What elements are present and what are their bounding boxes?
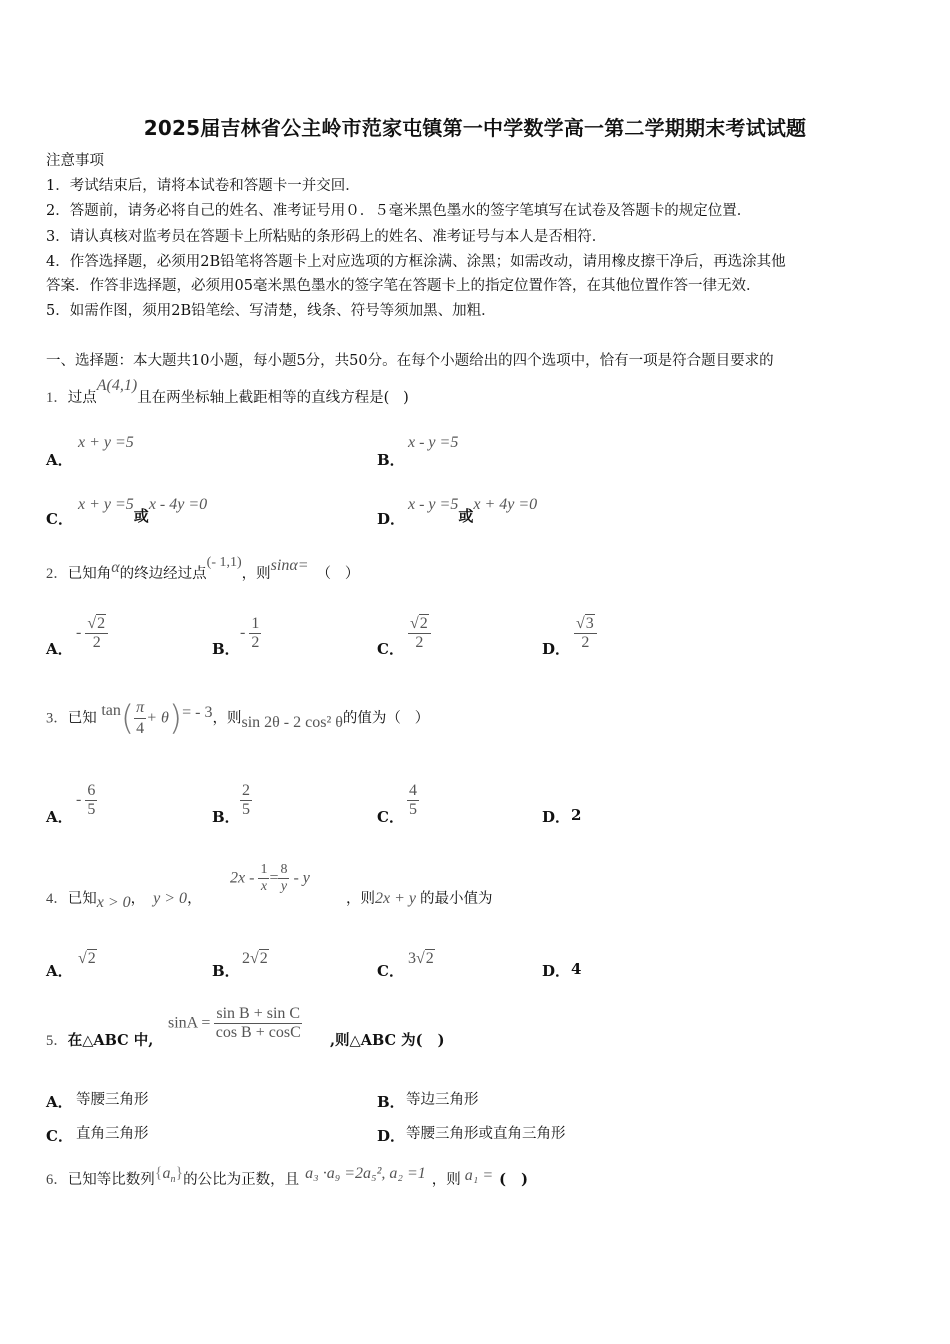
notice-heading: 注意事项 bbox=[46, 153, 104, 169]
radicand: 2 bbox=[259, 950, 268, 967]
radicand: 2 bbox=[87, 950, 96, 967]
q6-text-3: ，则 bbox=[431, 1172, 461, 1188]
denominator: x bbox=[260, 879, 268, 894]
q2-point: (- 1,1) bbox=[206, 555, 242, 570]
q5-text-2: ,则△ABC 为( ) bbox=[330, 1032, 445, 1049]
q4-text-3: 的最小值为 bbox=[420, 891, 493, 907]
coefficient: 2 bbox=[242, 950, 250, 967]
q2-text-4: （ ） bbox=[316, 566, 360, 582]
option-label: C． bbox=[377, 962, 404, 980]
option-label: D． bbox=[377, 1127, 406, 1145]
radicand: 3 bbox=[585, 615, 594, 632]
q1-option-d bbox=[408, 493, 538, 525]
q3-option-c bbox=[407, 782, 419, 819]
denominator: y bbox=[280, 879, 288, 894]
notice-item: 5．如需作图，须用2B铅笔绘、写清楚，线条、符号等须加黑、加粗． bbox=[46, 303, 496, 319]
q4-text-2: ，则 bbox=[346, 891, 375, 907]
q2-option-d: $\frac{√3}{2}$ bbox=[574, 615, 597, 652]
radicand: 2 bbox=[97, 615, 106, 632]
q5-option-d: 等腰三角形或直角三角形 bbox=[406, 1126, 566, 1142]
q5-lhs: sinA = bbox=[168, 1014, 211, 1032]
question-5-intro bbox=[46, 1031, 153, 1051]
q3-pi: π bbox=[134, 698, 146, 719]
option-label: C． bbox=[377, 808, 404, 826]
numerator: 1 bbox=[251, 615, 260, 632]
minus-sign: - bbox=[240, 624, 246, 642]
q4-text-1: 已知 bbox=[67, 891, 97, 907]
q4-option-a: √2 bbox=[78, 950, 96, 967]
question-number: 5． bbox=[46, 1033, 68, 1049]
q1-c-eq1: x + y =5 bbox=[78, 496, 134, 513]
question-2 bbox=[46, 555, 360, 585]
q1-c-eq2: x - 4y =0 bbox=[148, 496, 208, 513]
q2-option-b bbox=[240, 615, 261, 652]
q1-option-c bbox=[78, 493, 208, 525]
q1-option-b: x - y =5 bbox=[408, 434, 459, 451]
q4-eq-right: - y bbox=[293, 869, 310, 887]
notice-item: 4．作答选择题，必须用2B铅笔将答题卡上对应选项的方框涂满、涂黑；如需改动，请用橡皮擦干净后，再选涂其他 bbox=[46, 254, 786, 270]
numerator: sin B + sin C bbox=[216, 1005, 301, 1022]
radicand: 2 bbox=[425, 950, 434, 967]
q4-option-c: 3√2 bbox=[408, 950, 434, 967]
coefficient: 3 bbox=[408, 950, 416, 967]
q5-option-c: 直角三角形 bbox=[76, 1126, 149, 1142]
q1-text-1: 过点 bbox=[67, 390, 97, 406]
section-heading: 一、选择题：本大题共10小题，每小题5分，共50分。在每个小题给出的四个选项中，恰有一项是符合题目要求的 bbox=[46, 353, 774, 369]
q5-equation bbox=[168, 1005, 302, 1042]
denominator: 5 bbox=[242, 801, 250, 818]
question-4-tail bbox=[346, 889, 493, 909]
q5-option-a: 等腰三角形 bbox=[76, 1092, 149, 1108]
q1-option-a: x + y =5 bbox=[78, 434, 134, 451]
numerator: 2 bbox=[242, 782, 250, 799]
option-label: A． bbox=[46, 640, 73, 658]
option-label: D． bbox=[542, 962, 571, 980]
question-6: 6．已知等比数列$\{a_n\}$的公比为正数，且 a₃ ·a₉ =2a₅², a₂ =1 ，则 a₁ = ( ) bbox=[46, 1165, 528, 1188]
option-label: A． bbox=[46, 962, 73, 980]
q6-seq: a bbox=[162, 1165, 171, 1182]
q2-alpha: α bbox=[111, 559, 120, 576]
q4-option-b: 2√2 bbox=[242, 950, 268, 967]
option-label: A． bbox=[46, 808, 73, 826]
option-label: C． bbox=[377, 640, 404, 658]
q4-cond-x: x > 0 bbox=[96, 894, 131, 911]
denominator: 5 bbox=[409, 801, 417, 818]
option-label: B． bbox=[377, 1093, 405, 1111]
q3-text-2: ，则 bbox=[212, 710, 242, 727]
notice-item: 2．答题前，请务必将自己的姓名、准考证号用０．５毫米黑色墨水的签字笔填写在试卷及答题卡的规定位置． bbox=[46, 203, 752, 219]
question-number: 1． bbox=[46, 390, 68, 406]
minus-sign: - bbox=[76, 791, 82, 809]
q5-option-b: 等边三角形 bbox=[406, 1092, 479, 1108]
option-label: B． bbox=[212, 808, 240, 826]
q3-four: 4 bbox=[136, 720, 145, 737]
q5-text-1: 在△ABC 中, bbox=[67, 1032, 154, 1049]
q6-text-1: 已知等比数列 bbox=[67, 1172, 155, 1188]
option-label: B． bbox=[377, 451, 405, 469]
q4-comma: ， bbox=[130, 891, 146, 907]
numerator: 1 bbox=[260, 862, 268, 877]
radicand: 2 bbox=[419, 615, 428, 632]
option-label: D． bbox=[542, 640, 571, 658]
q4-target: 2x + y bbox=[375, 890, 416, 907]
q4-equation bbox=[230, 862, 310, 895]
option-label: D． bbox=[377, 510, 406, 528]
option-label: B． bbox=[212, 640, 240, 658]
question-number: 3． bbox=[46, 710, 68, 727]
question-number: 2． bbox=[46, 566, 68, 582]
q3-plus-theta: + θ bbox=[146, 709, 169, 727]
denominator: 2 bbox=[92, 634, 101, 651]
option-label: A． bbox=[46, 451, 73, 469]
q2-option-c: $\frac{√2}{2}$ bbox=[408, 615, 431, 652]
denominator: 2 bbox=[251, 634, 260, 651]
minus-sign: - bbox=[76, 624, 82, 642]
q3-text-1: 已知 bbox=[67, 710, 97, 727]
q3-text-3: 的值为（ ） bbox=[342, 710, 430, 727]
question-number: 6． bbox=[46, 1172, 68, 1188]
q6-condition: a₃ ·a₉ =2a₅², a₂ =1 bbox=[305, 1165, 426, 1182]
q6-ask: a₁ = bbox=[464, 1167, 494, 1184]
numerator: 6 bbox=[87, 782, 96, 799]
q2-text-1: 已知角 bbox=[67, 566, 112, 582]
option-label: B． bbox=[212, 962, 240, 980]
option-label: C． bbox=[46, 510, 73, 528]
numerator: 4 bbox=[409, 782, 417, 799]
q3-option-a bbox=[76, 782, 97, 819]
q4-option-d: 4 bbox=[571, 960, 582, 978]
q6-text-2: 的公比为正数，且 bbox=[183, 1172, 300, 1188]
option-label: A． bbox=[46, 1093, 73, 1111]
notice-item: 3．请认真核对监考员在答题卡上所粘贴的条形码上的姓名、准考证号与本人是否相符． bbox=[46, 229, 607, 245]
q6-text-4: ( ) bbox=[499, 1171, 528, 1188]
q6-seq-sub: n bbox=[170, 1173, 176, 1185]
q1-d-eq2: x + 4y =0 bbox=[473, 496, 538, 513]
option-label: D． bbox=[542, 808, 571, 826]
q4-cond-y: y > 0 bbox=[153, 890, 188, 907]
denominator: 2 bbox=[581, 634, 590, 651]
q3-equals: = - 3 bbox=[182, 703, 213, 721]
denominator: 5 bbox=[87, 801, 96, 818]
option-label: C． bbox=[46, 1127, 73, 1145]
q3-option-d: 2 bbox=[571, 806, 582, 824]
question-number: 4． bbox=[46, 891, 68, 907]
q3-option-b bbox=[240, 782, 252, 819]
question-4-intro bbox=[46, 889, 202, 909]
denominator: 2 bbox=[415, 634, 424, 651]
q1-c-or: 或 bbox=[133, 507, 149, 525]
numerator: 8 bbox=[280, 862, 288, 877]
question-1 bbox=[46, 377, 409, 408]
q4-eq-left: 2x - bbox=[230, 869, 255, 887]
q1-d-eq1: x - y =5 bbox=[408, 496, 459, 513]
q4-eq-equals: = bbox=[269, 869, 279, 887]
q2-text-3: ，则 bbox=[241, 566, 271, 582]
q4-comma: ， bbox=[187, 891, 202, 907]
q2-option-a: - $\frac{√2}{2}$ bbox=[76, 615, 108, 652]
question-3: 3．已知 tan( $\frac{\pi}{4}$ + θ)= - 3，则sin 2θ - 2 cos² θ的值为（ ） bbox=[46, 698, 430, 739]
notice-item: 1．考试结束后，请将本试卷和答题卡一并交回． bbox=[46, 178, 360, 194]
notice-item: 答案．作答非选择题，必须用05毫米黑色墨水的签字笔在答题卡上的指定位置作答，在其他位置作答一律无效． bbox=[46, 278, 761, 294]
q3-tan: tan bbox=[101, 701, 121, 719]
q1-point: A(4,1) bbox=[96, 377, 138, 394]
q3-expression: sin 2θ - 2 cos² θ bbox=[241, 713, 343, 731]
page-title: 2025届吉林省公主岭市范家屯镇第一中学数学高一第二学期期末考试试题 bbox=[143, 116, 807, 140]
q2-text-2: 的终边经过点 bbox=[119, 566, 207, 582]
q1-text-2: 且在两坐标轴上截距相等的直线方程是( ) bbox=[137, 390, 409, 406]
q2-sin: sinα= bbox=[270, 557, 309, 574]
q1-d-or: 或 bbox=[458, 507, 474, 525]
denominator: cos B + cosC bbox=[215, 1024, 301, 1041]
